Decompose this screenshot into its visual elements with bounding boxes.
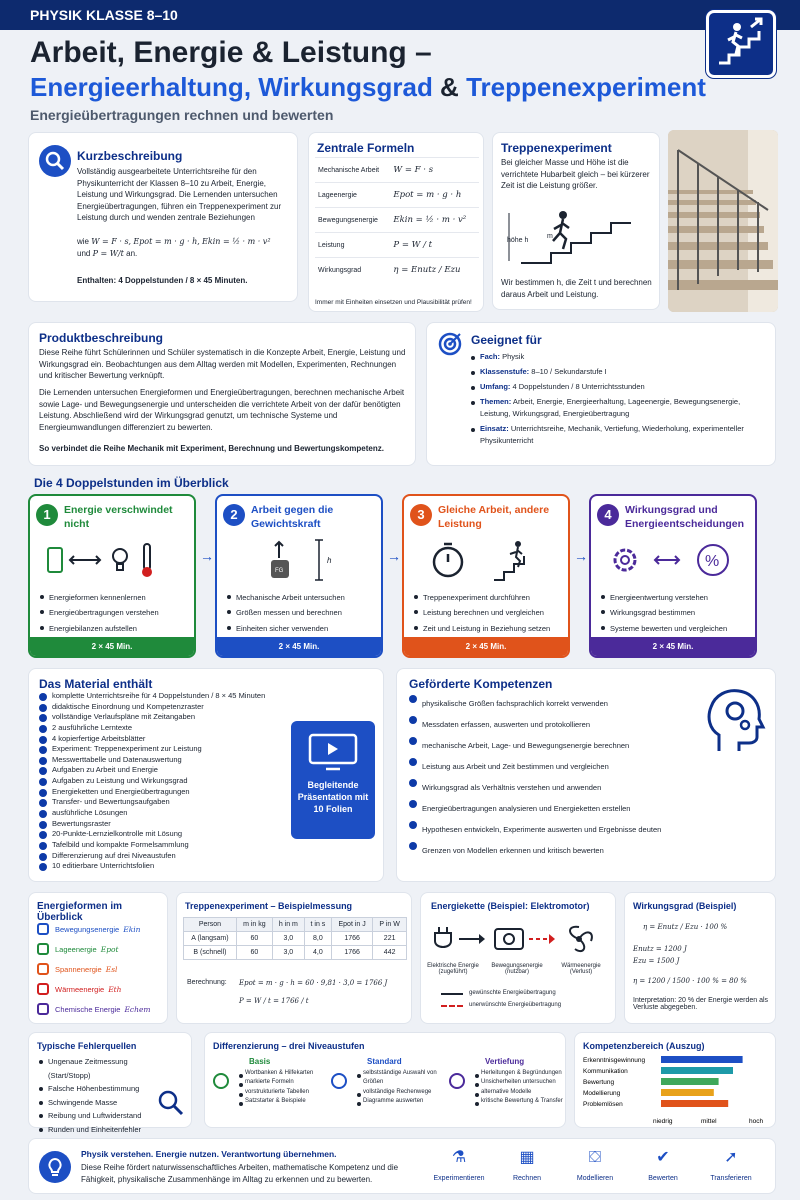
energieform-icon: [37, 1003, 49, 1015]
lesson-title: Arbeit gegen die Gewichtskraft: [251, 504, 334, 530]
formel-name: Wirkungsgrad: [315, 258, 390, 283]
chart-bar: [661, 1078, 719, 1085]
tagline: Energieübertragungen rechnen und bewerten: [30, 107, 334, 123]
lesson-items: [40, 590, 196, 636]
footer-icon-label: Bewerten: [648, 1175, 678, 1182]
messung-header: Person: [184, 918, 237, 932]
kette-legend-solid: [441, 993, 463, 995]
lesson-title: Energie verschwindet nicht: [64, 504, 173, 530]
footer-icon-modellieren: [563, 1147, 627, 1182]
wirkung-v1: Enutz = 1200 J: [633, 945, 687, 953]
formeln-title: Zentrale Formeln: [317, 141, 415, 155]
formel-row: [315, 233, 479, 258]
subject-tag: PHYSIK KLASSE 8–10: [30, 7, 178, 23]
head-gear-icon: [703, 683, 767, 760]
formeln-card: [308, 132, 484, 312]
table-cell: B (schnell): [184, 946, 237, 960]
wirkung-f2: η = 1200 / 1500 · 100 % = 80 %: [633, 977, 747, 985]
material-item: 2 ausführliche Lerntexte: [41, 723, 301, 734]
wirkung-title: Wirkungsgrad (Beispiel): [633, 901, 737, 911]
produkt-title: Produktbeschreibung: [39, 331, 164, 345]
footer-icon-transferieren: [699, 1147, 763, 1182]
lesson-number: 4: [597, 504, 619, 526]
geeignet-item: Themen: Arbeit, Energie, Energieerhaltung, Lageenergie, Bewegungsenergie, Leistung, Wirkungsgrad, Energieübertragung: [471, 396, 767, 420]
lesson-item: Mechanische Arbeit untersuchen: [227, 590, 383, 605]
chart-category-label: Problemlösen: [583, 1101, 623, 1108]
table-cell: 60: [236, 932, 272, 946]
geeignet-title: Geeignet für: [471, 333, 542, 347]
material-item: Transfer- und Bewertungsaufgaben: [41, 797, 301, 808]
top-bar: [0, 0, 800, 30]
fehler-item: Reibung und Luftwiderstand: [39, 1109, 159, 1123]
lesson-duration: 2 × 45 Min.: [404, 637, 568, 656]
diff-col-title: Standard: [367, 1057, 402, 1066]
table-cell: A (langsam): [184, 932, 237, 946]
diff-column: [331, 1057, 443, 1123]
stairs-runner-icon: [501, 203, 651, 267]
kompbereich-title: Kompetenzbereich (Auszug): [583, 1041, 705, 1051]
stairs-logo-icon: [706, 10, 776, 78]
kette-title: Energiekette (Beispiel: Elektromotor): [431, 901, 590, 911]
search-icon: [39, 145, 71, 177]
messung-header: Epot in J: [331, 918, 372, 932]
energieform-label: Lageenergie: [55, 944, 97, 954]
footer-icon-label: Modellieren: [576, 1175, 614, 1182]
kompetenz-item: Wirkungsgrad als Verhältnis verstehen und anwenden: [411, 777, 701, 798]
messung-header: t in s: [304, 918, 331, 932]
kette-legend-2: unerwünschte Energieübertragung: [469, 1002, 562, 1008]
footer-icon-experimentieren: [427, 1147, 491, 1182]
lesson-item: Energieübertragungen verstehen: [40, 605, 196, 620]
formeln-table: [315, 157, 479, 282]
footer-glyph-icon: ➚: [724, 1149, 738, 1166]
kompetenz-item: physikalische Größen fachsprachlich korrekt verwenden: [411, 693, 701, 714]
lesson-item: Systeme bewerten und vergleichen: [601, 621, 757, 636]
diff-col-icon: [449, 1073, 465, 1089]
page-subtitle: Energieerhaltung, Wirkungsgrad & Treppenexperiment: [30, 72, 706, 102]
produkt-p1: Diese Reihe führt Schülerinnen und Schüler systematisch in die Konzepte Arbeit, Energie, Leistung und Wirkungsgrad ein. Beobachtungen aus dem Alltag werden mit Modellen, Experimenten, Rechnungen und kritischer Bewertung verknüpft.: [39, 348, 406, 381]
material-title: Das Material enthält: [39, 677, 153, 691]
material-list: [41, 691, 301, 872]
energieform-label: Chemische Energie: [55, 1004, 121, 1014]
diff-item: alternative Modelle: [475, 1088, 563, 1097]
chart-bar: [661, 1100, 728, 1107]
formel-expr: W = F · s: [390, 158, 479, 183]
produkt-p2: Die Lernenden untersuchen Energieformen und Energieübertragungen, berechnen mechanische Arbeit sowie Lage- und Bewegungsenergie und unterscheiden die verrichtete Arbeit von der dafür benötigten Leistung. Abschließend wird der Wirkungsgrad genutzt, um technische Systeme und Energieumwandlungen differenziert zu bewerten.: [39, 388, 405, 432]
formel-expr: η = Enutz / Ezu: [390, 258, 479, 283]
diff-item: Unsicherheiten untersuchen: [475, 1078, 563, 1087]
wirkung-v2: Ezu = 1500 J: [633, 957, 680, 965]
material-item: Experiment: Treppenexperiment zur Leistung: [41, 744, 301, 755]
chart-category-label: Erkenntnisgewinnung: [583, 1057, 646, 1064]
chart-bar: [661, 1067, 733, 1074]
table-cell: 1766: [331, 932, 372, 946]
table-cell: 4,0: [304, 946, 331, 960]
lesson-card-4: [589, 494, 757, 658]
formel-row: [315, 208, 479, 233]
energieform-symbol: Eth: [108, 984, 122, 994]
chart-tick-label: mittel: [701, 1118, 717, 1125]
diff-column: [449, 1057, 561, 1123]
treppe-hoehe: höhe h: [507, 237, 529, 244]
chart-category-label: Bewertung: [583, 1079, 615, 1086]
h-label: h: [327, 556, 332, 565]
lesson-item: Einheiten sicher verwenden: [227, 621, 383, 636]
magnifier-icon: [157, 1089, 185, 1122]
kurz-formulas: wie W = F · s, Epot = m · g · h, Ekin = ½ · m · v² und P = W/t an.: [77, 237, 271, 258]
energieform-label: Wärmeenergie: [55, 984, 105, 994]
kurz-title: Kurzbeschreibung: [77, 149, 183, 163]
material-item: 10 editierbare Unterrichtsfolien: [41, 861, 301, 872]
energieformen-title: Energieformen im Überblick: [37, 901, 123, 923]
chevron-right-icon: →: [387, 548, 401, 564]
table-cell: 221: [373, 932, 407, 946]
lesson-item: Treppenexperiment durchführen: [414, 590, 570, 605]
geeignet-item: Fach: Physik: [471, 351, 767, 363]
chart-tick-label: hoch: [749, 1118, 764, 1125]
fehler-item: Ungenaue Zeitmessung (Start/Stopp): [39, 1055, 159, 1082]
table-cell: 3,0: [272, 932, 304, 946]
formel-row: [315, 258, 479, 283]
presentation-icon: [308, 733, 358, 776]
lesson-card-2: [215, 494, 383, 658]
energieform-icon: [37, 943, 49, 955]
footer-glyph-icon: ▦: [519, 1149, 535, 1166]
diff-item: selbstständige Auswahl von Größen: [357, 1069, 445, 1088]
geeignet-item: Umfang: 4 Doppelstunden / 8 Unterrichtsstunden: [471, 381, 767, 393]
formel-row: [315, 183, 479, 208]
kette-legend-dashed: [441, 1005, 463, 1007]
messung-calc: Epot = m · g · h = 60 · 9,81 · 3,0 = 1766 J: [239, 979, 388, 987]
energieform-row: [37, 919, 165, 939]
kompetenzen-list: [411, 693, 701, 861]
chart-category-label: Kommunikation: [583, 1068, 628, 1075]
footer-icon-label: Transferieren: [710, 1175, 752, 1182]
kurz-text: Vollständig ausgearbeitete Unterrichtsreihe für den Physikunterricht der Klassen 8–10 zu Arbeit, Energie, Leistung und Wirkungsgrad. Die Lernenden untersuchen Energieübertragungen, führen ein Treppenexperiment zur Leistung durch und wenden zentrale Beziehungen: [77, 167, 282, 223]
messung-table: [183, 917, 407, 960]
treppe-text: Bei gleicher Masse und Höhe ist die verrichtete Hubarbeit gleich – bei kürzerer Zeit ist die Leistung größer.: [501, 158, 650, 191]
table-row: [184, 932, 407, 946]
material-item: Bewertungsraster: [41, 819, 301, 830]
diff-item: Herleitungen & Begründungen: [475, 1069, 563, 1078]
lesson-duration: 2 × 45 Min.: [30, 637, 194, 656]
energieformen-card: [28, 892, 168, 1024]
geeignet-card: [426, 322, 776, 466]
wirkung-f1: η = Enutz / Ezu · 100 %: [643, 923, 728, 931]
chevron-right-icon: →: [574, 548, 588, 564]
lesson-duration: 2 × 45 Min.: [217, 637, 381, 656]
energieform-row: [37, 959, 165, 979]
energieform-icon: [37, 963, 49, 975]
lesson-title: Wirkungsgrad und Energieentscheidungen: [625, 504, 745, 530]
lesson-number: 3: [410, 504, 432, 526]
kompetenzen-title: Geförderte Kompetenzen: [409, 677, 553, 691]
lesson-item: Leistung berechnen und vergleichen: [414, 605, 570, 620]
formel-expr: Epot = m · g · h: [390, 183, 479, 208]
formel-name: Bewegungsenergie: [315, 208, 390, 233]
lesson-illustration-icon: [601, 538, 747, 582]
lesson-items: [414, 590, 570, 636]
lesson-item: Wirkungsgrad bestimmen: [601, 605, 757, 620]
treppe-m: m: [547, 233, 553, 240]
lesson-item: Zeit und Leistung in Beziehung setzen: [414, 621, 570, 636]
diff-col-items: [239, 1069, 327, 1106]
kette-node-3: Wärmeenergie (Verlust): [561, 963, 601, 975]
energieform-label: Spannenergie: [55, 964, 102, 974]
energieform-symbol: Epot: [100, 944, 119, 954]
table-row: [184, 946, 407, 960]
lesson-items: [601, 590, 757, 636]
messung-calc2: P = W / t = 1766 / t: [239, 997, 309, 1005]
kompetenz-item: Leistung aus Arbeit und Zeit bestimmen und vergleichen: [411, 756, 701, 777]
kurz-enthalten: Enthalten: 4 Doppelstunden / 8 × 45 Minuten.: [77, 276, 248, 285]
footer-icon-label: Experimentieren: [433, 1175, 485, 1182]
material-item: didaktische Einordnung und Kompetenzraster: [41, 702, 301, 713]
formeln-note: Immer mit Einheiten einsetzen und Plausibilität prüfen!: [315, 299, 472, 306]
kette-node-1: Elektrische Energie (zugeführt): [427, 963, 479, 975]
energieform-icon: [37, 923, 49, 935]
chevron-right-icon: →: [200, 548, 214, 564]
material-item: Tafelbild und kompakte Formelsammlung: [41, 840, 301, 851]
diff-item: vorstrukturierte Tabellen: [239, 1088, 327, 1097]
material-item: Aufgaben zu Leistung und Wirkungsgrad: [41, 776, 301, 787]
messung-header: h in m: [272, 918, 304, 932]
table-cell: 60: [236, 946, 272, 960]
table-cell: 8,0: [304, 932, 331, 946]
material-item: Messwerttabelle und Datenauswertung: [41, 755, 301, 766]
material-item: Energieketten und Energieübertragungen: [41, 787, 301, 798]
lesson-card-1: [28, 494, 196, 658]
bulb-icon: [39, 1151, 71, 1183]
energieform-symbol: Esl: [105, 964, 118, 974]
messung-card: [176, 892, 412, 1024]
diff-col-items: [357, 1069, 445, 1106]
fehler-card: [28, 1032, 192, 1134]
diff-column: [213, 1057, 325, 1123]
energieform-row: [37, 939, 165, 959]
material-card: [28, 668, 384, 882]
geeignet-item: Einsatz: Unterrichtsreihe, Mechanik, Vertiefung, Wiederholung, experimenteller Physikunterricht: [471, 423, 767, 447]
kompetenz-item: Hypothesen entwickeln, Experimente auswerten und Ergebnisse deuten: [411, 819, 701, 840]
footer-text: Diese Reihe fördert naturwissenschaftliches Arbeiten, mathematische Kompetenz und die Fähigkeit, physikalische Zusammenhänge im Alltag zu erkennen und zu bewerten.: [81, 1163, 399, 1184]
presentation-badge: [291, 721, 375, 839]
diff-item: Diagramme auswerten: [357, 1097, 445, 1106]
formel-name: Mechanische Arbeit: [315, 158, 390, 183]
diff-item: Satzstarter & Beispiele: [239, 1097, 327, 1106]
wirkung-interp: Interpretation: 20 % der Energie werden als Verluste abgegeben.: [633, 997, 769, 1011]
material-item: komplette Unterrichtsreihe für 4 Doppelstunden / 8 × 45 Minuten: [41, 691, 301, 702]
kette-legend-1: gewünschte Energieübertragung: [469, 990, 556, 996]
energy-chain-icons: [429, 919, 609, 964]
energieform-symbol: Ekin: [123, 924, 141, 934]
treppe-card: [492, 132, 660, 310]
material-item: ausführliche Lösungen: [41, 808, 301, 819]
kette-node-2: Bewegungsenergie (nutzbar): [491, 963, 543, 975]
fehler-list: [39, 1055, 159, 1136]
diff-title: Differenzierung – drei Niveaustufen: [213, 1041, 365, 1051]
kompetenz-item: Grenzen von Modellen erkennen und kritisch bewerten: [411, 840, 701, 861]
page-title: Arbeit, Energie & Leistung –: [30, 36, 432, 69]
footer-icon-bewerten: [631, 1147, 695, 1182]
lesson-title: Gleiche Arbeit, andere Leistung: [438, 504, 550, 530]
diff-card: [204, 1032, 566, 1128]
table-cell: 442: [373, 946, 407, 960]
kompetenz-item: Messdaten erfassen, auswerten und protokollieren: [411, 714, 701, 735]
material-item: Differenzierung auf drei Niveaustufen: [41, 851, 301, 862]
diff-col-icon: [331, 1073, 347, 1089]
footer-bold: Physik verstehen. Energie nutzen. Verantwortung übernehmen.: [81, 1149, 337, 1159]
lesson-illustration-icon: [40, 538, 186, 582]
kompetenz-chart: [579, 1051, 773, 1127]
produkt-card: [28, 322, 416, 466]
footer-icon-label: Rechnen: [512, 1175, 542, 1182]
formel-name: Leistung: [315, 233, 390, 258]
material-item: 20-Punkte-Lernzielkontrolle mit Lösung: [41, 829, 301, 840]
diff-item: markierte Formeln: [239, 1078, 327, 1087]
diff-item: kritische Bewertung & Transfer: [475, 1097, 563, 1106]
diff-col-icon: [213, 1073, 229, 1089]
kette-card: [420, 892, 616, 1024]
formel-expr: P = W / t: [390, 233, 479, 258]
lesson-number: 2: [223, 504, 245, 526]
geeignet-item: Klassenstufe: 8–10 / Sekundarstufe I: [471, 366, 767, 378]
footer-icon-rechnen: [495, 1147, 559, 1182]
lesson-card-3: [402, 494, 570, 658]
material-item: Aufgaben zu Arbeit und Energie: [41, 765, 301, 776]
wirkung-card: [624, 892, 776, 1024]
diff-col-title: Vertiefung: [485, 1057, 525, 1066]
fehler-item: Schwingende Masse: [39, 1096, 159, 1110]
formel-expr: Ekin = ½ · m · v²: [390, 208, 479, 233]
treppe-bottom: Wir bestimmen h, die Zeit t und berechnen daraus Arbeit und Leistung.: [501, 278, 652, 299]
messung-calc-label: Berechnung:: [187, 979, 227, 986]
lesson-items: [227, 590, 383, 636]
kurzbeschreibung-card: [28, 132, 298, 302]
lesson-illustration-icon: [414, 538, 560, 582]
material-item: vollständige Verlaufspläne mit Zeitangaben: [41, 712, 301, 723]
lesson-item: Energiebilanzen aufstellen: [40, 621, 196, 636]
energieform-icon: [37, 983, 49, 995]
lesson-duration: 2 × 45 Min.: [591, 637, 755, 656]
footer-glyph-icon: ✔: [656, 1149, 670, 1166]
energieform-row: [37, 999, 165, 1019]
fehler-title: Typische Fehlerquellen: [37, 1041, 137, 1051]
chart-bar: [661, 1056, 743, 1063]
diff-item: vollständige Rechenwege: [357, 1088, 445, 1097]
stairs-photo: [668, 130, 778, 312]
chart-bar: [661, 1089, 714, 1096]
table-cell: 3,0: [272, 946, 304, 960]
chart-category-label: Modellierung: [583, 1090, 621, 1097]
formel-name: Lageenergie: [315, 183, 390, 208]
kompbereich-card: [574, 1032, 776, 1128]
lesson-item: Größen messen und berechnen: [227, 605, 383, 620]
fg-label: FG: [275, 568, 284, 574]
energieformen-list: [37, 919, 165, 1019]
lesson-item: Energieentwertung verstehen: [601, 590, 757, 605]
fehler-item: Falsche Höhenbestimmung: [39, 1082, 159, 1096]
messung-title: Treppenexperiment – Beispielmessung: [185, 901, 353, 911]
kompetenz-item: mechanische Arbeit, Lage- und Bewegungsenergie berechnen: [411, 735, 701, 756]
formel-row: [315, 158, 479, 183]
fehler-item: Runden und Einheitenfehler: [39, 1123, 159, 1137]
treppe-title: Treppenexperiment: [501, 141, 612, 155]
target-icon: [437, 331, 463, 362]
messung-header: m in kg: [236, 918, 272, 932]
svg-text:%: %: [705, 553, 720, 570]
geeignet-list: [471, 351, 767, 450]
energieform-symbol: Echem: [124, 1004, 151, 1014]
energieform-label: Bewegungsenergie: [55, 924, 120, 934]
overview-title: Die 4 Doppelstunden im Überblick: [34, 476, 229, 490]
diff-col-title: Basis: [249, 1057, 271, 1066]
material-item: 4 kopierfertige Arbeitsblätter: [41, 734, 301, 745]
kompetenz-item: Energieübertragungen analysieren und Energieketten erstellen: [411, 798, 701, 819]
presentation-label: Begleitende Präsentation mit 10 Folien: [297, 780, 369, 815]
footer-glyph-icon: ⚗: [451, 1149, 467, 1166]
lesson-number: 1: [36, 504, 58, 526]
footer-glyph-icon: ⛋: [588, 1149, 602, 1166]
lesson-item: Energieformen kennenlernen: [40, 590, 196, 605]
chart-tick-label: niedrig: [653, 1118, 673, 1125]
kompetenzen-card: [396, 668, 776, 882]
footer-card: [28, 1138, 776, 1194]
produkt-p3: So verbindet die Reihe Mechanik mit Experiment, Berechnung und Bewertungskompetenz.: [39, 444, 384, 453]
diff-item: Wortbanken & Hilfekarten: [239, 1069, 327, 1078]
messung-header: P in W: [373, 918, 407, 932]
diff-col-items: [475, 1069, 563, 1106]
energieform-row: [37, 979, 165, 999]
lesson-illustration-icon: [227, 538, 373, 582]
table-cell: 1766: [331, 946, 372, 960]
